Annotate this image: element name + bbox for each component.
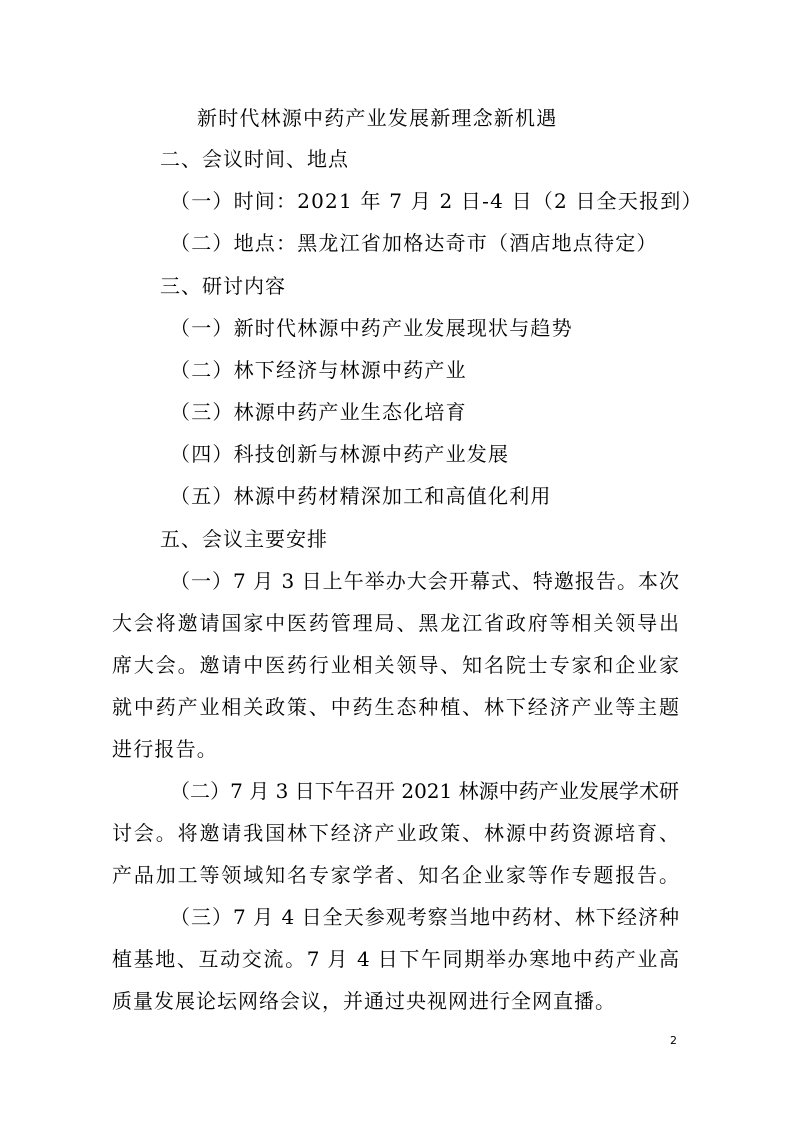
arrangement-paragraph-3-line-2: 植基地、互动交流。7 月 4 日下午同期举办寒地中药产业高 [112,947,679,971]
arrangement-paragraph-1-line-1: （一）7 月 3 日上午举办大会开幕式、特邀报告。本次 [170,569,679,593]
section-two-heading: 二、会议时间、地点 [160,147,349,171]
arrangement-paragraph-2-line-1: （二）7 月 3 日下午召开 2021 林源中药产业发展学术研 [170,779,679,803]
arrangement-paragraph-1-line-5: 进行报告。 [112,737,218,761]
topic-item-5: （五）林源中药材精深加工和高值化利用 [170,484,552,508]
arrangement-paragraph-1-line-4: 就中药产业相关政策、中药生态种植、林下经济产业等主题 [112,695,679,719]
page-number: 2 [670,1034,677,1047]
arrangement-paragraph-2-line-2: 讨会。将邀请我国林下经济产业政策、林源中药资源培育、 [112,821,679,845]
arrangement-paragraph-1-line-2: 大会将邀请国家中医药管理局、黑龙江省政府等相关领导出 [112,611,679,635]
topic-item-4: （四）科技创新与林源中药产业发展 [170,442,510,466]
topic-item-1: （一）新时代林源中药产业发展现状与趋势 [170,316,573,340]
meeting-place: （二）地点：黑龙江省加格达奇市（酒店地点待定） [170,231,658,255]
arrangement-paragraph-1-line-3: 席大会。邀请中医药行业相关领导、知名院士专家和企业家 [112,653,679,677]
section-five-heading: 五、会议主要安排 [160,527,328,551]
topic-item-2: （二）林下经济与林源中药产业 [170,358,467,382]
topic-item-3: （三）林源中药产业生态化培育 [170,400,467,424]
topic-line: 新时代林源中药产业发展新理念新机遇 [197,106,558,130]
meeting-time: （一）时间：2021 年 7 月 2 日-4 日（2 日全天报到） [170,189,703,213]
section-three-heading: 三、研讨内容 [160,274,286,298]
arrangement-paragraph-3-line-1: （三）7 月 4 日全天参观考察当地中药材、林下经济种 [170,905,679,929]
arrangement-paragraph-3-line-3: 质量发展论坛网络会议，并通过央视网进行全网直播。 [112,989,616,1013]
arrangement-paragraph-2-line-3: 产品加工等领域知名专家学者、知名企业家等作专题报告。 [112,863,679,887]
